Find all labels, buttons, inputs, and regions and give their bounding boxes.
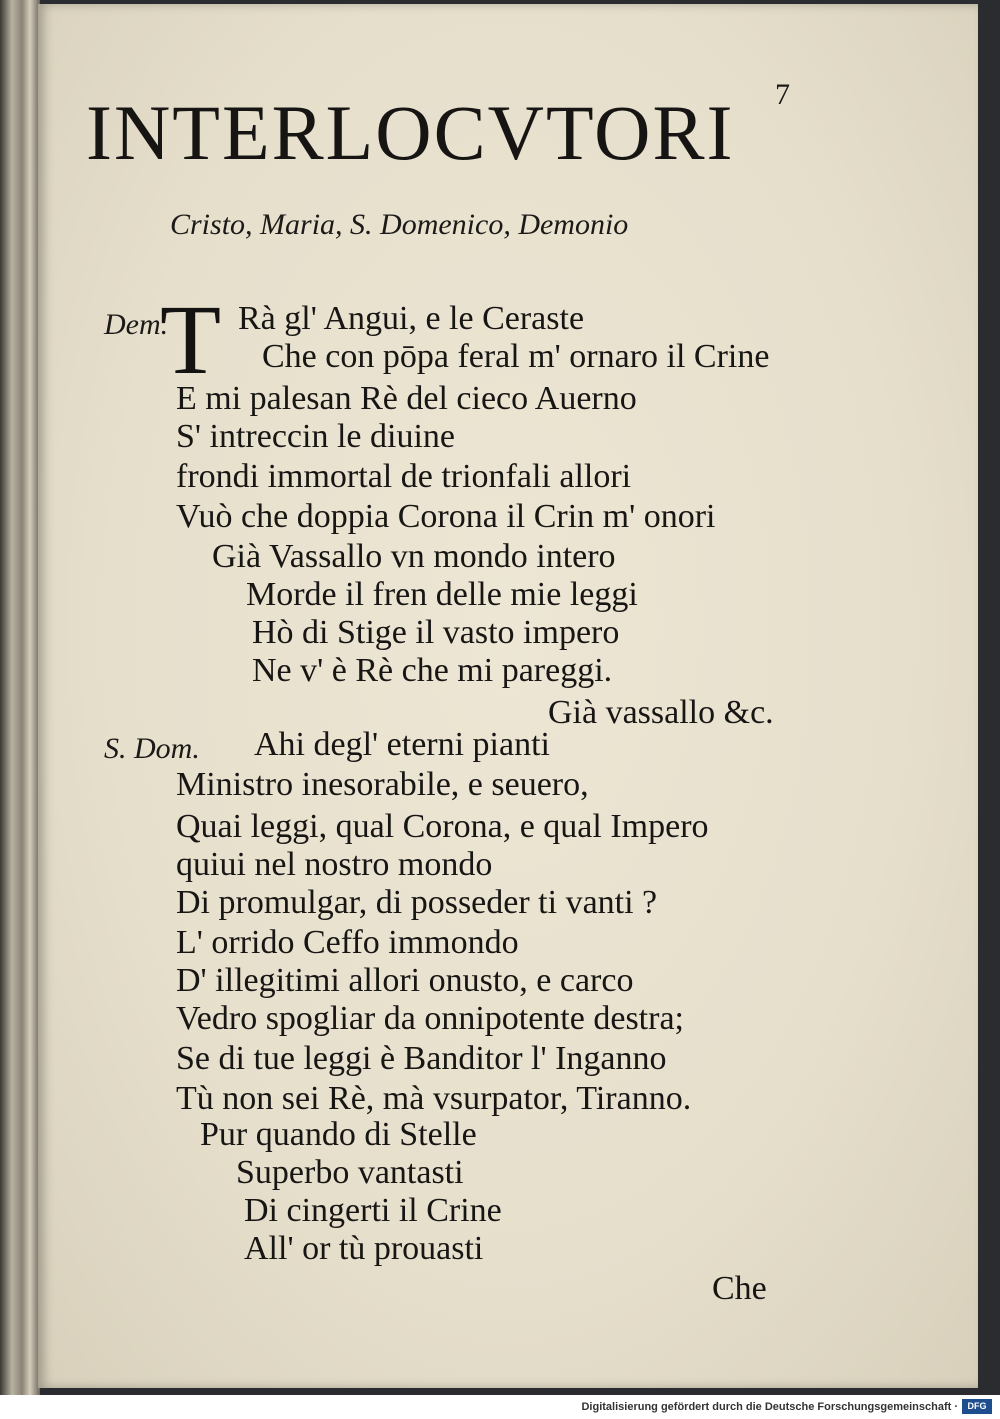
speaker-label-dem: Dem. [104,308,169,341]
verse-line: E mi palesan Rè del cieco Auerno [176,380,637,417]
verse-line: Già Vassallo vn mondo intero [212,538,616,575]
verse-line: Hò di Stige il vasto impero [252,614,620,651]
drop-cap: T [160,284,222,395]
verse-line: Morde il fren delle mie leggi [246,576,638,613]
verse-line: Vuò che doppia Corona il Crin m' onori [176,498,716,535]
verse-line: S' intreccin le diuine [176,418,455,455]
speaker-label-sdom: S. Dom. [104,732,200,765]
verse-line: Tù non sei Rè, mà vsurpator, Tiranno. [176,1080,692,1117]
verse-line: Pur quando di Stelle [200,1116,477,1153]
verse-line: Rà gl' Angui, e le Ceraste [238,300,585,337]
verse-line: Superbo vantasti [236,1154,464,1191]
verse-refrain: Già vassallo &c. [548,694,774,731]
verse-line: Ahi degl' eterni pianti [254,726,550,763]
verse-line: L' orrido Ceffo immondo [176,924,519,961]
characters-list: Cristo, Maria, S. Domenico, Demonio [170,208,629,241]
catchword: Che [712,1270,767,1307]
verse-line: All' or tù prouasti [244,1230,484,1267]
verse-line: Se di tue leggi è Banditor l' Inganno [176,1040,667,1077]
verse-line: Ministro inesorabile, e seuero, [176,766,589,803]
verse-line: Che con pōpa feral m' ornaro il Crine [262,338,770,375]
verse-line: D' illegitimi allori onusto, e carco [176,962,634,999]
verse-line: Ne v' è Rè che mi pareggi. [252,652,613,689]
verse-line: Quai leggi, qual Corona, e qual Impero [176,808,709,845]
verse-line: Di cingerti il Crine [244,1192,502,1229]
verse-line: Vedro spogliar da onnipotente destra; [176,1000,684,1037]
verse-line: Di promulgar, di posseder ti vanti ? [176,884,658,921]
dfg-logo-icon: DFG [962,1399,992,1414]
page-title: INTERLOCVTORI [86,89,735,176]
book-spine-edge [0,0,40,1395]
verse-line: frondi immortal de trionfali allori [176,458,632,495]
verse-line: quiui nel nostro mondo [176,846,493,883]
page-number: 7 [775,78,790,111]
footer-credit: Digitalisierung gefördert durch die Deutsche Forschungsgemeinschaft · [581,1401,958,1413]
